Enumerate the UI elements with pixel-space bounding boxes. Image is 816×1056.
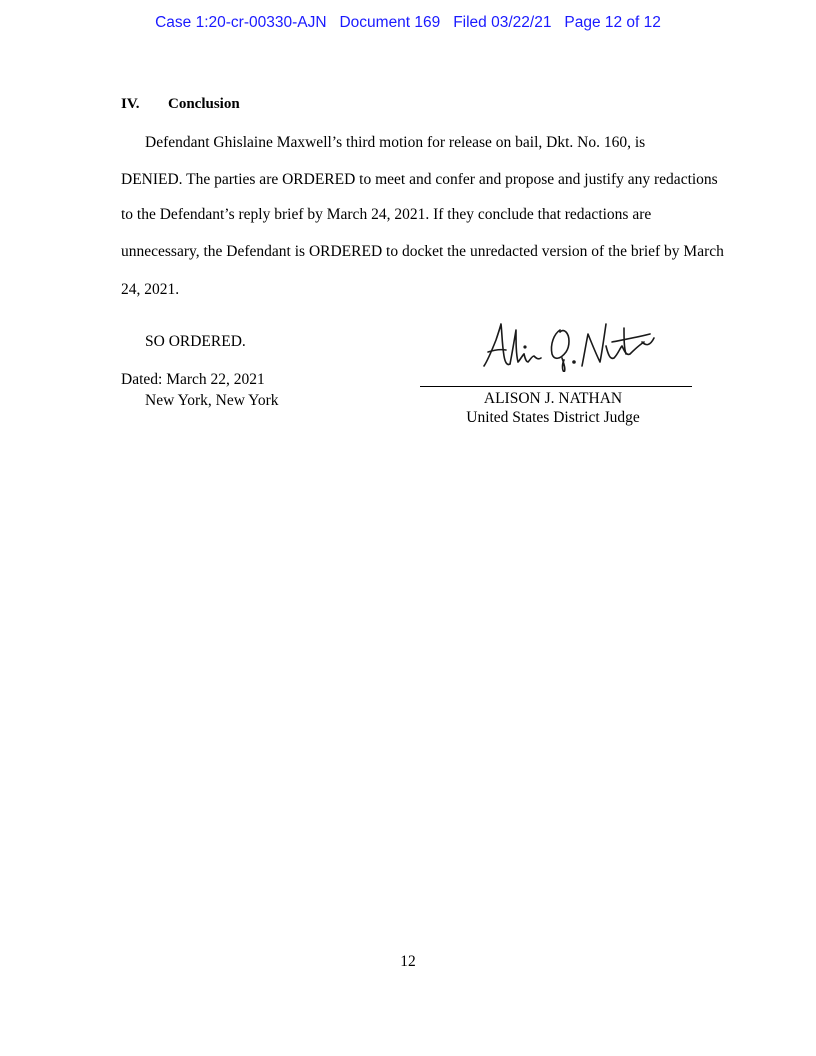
judge-name: ALISON J. NATHAN bbox=[483, 390, 623, 407]
dated-block bbox=[121, 369, 279, 411]
section-heading bbox=[121, 96, 240, 113]
section-number: IV. bbox=[121, 96, 140, 112]
document-number: Document 169 bbox=[339, 14, 441, 31]
body-line: unnecessary, the Defendant is ORDERED to docket the unredacted version of the brief by March bbox=[121, 243, 724, 260]
body-line: to the Defendant’s reply brief by March 24, 2021. If they conclude that redactions are bbox=[121, 206, 652, 223]
judge-block bbox=[420, 389, 686, 427]
signature-line bbox=[420, 386, 692, 387]
judge-title: United States District Judge bbox=[466, 409, 640, 426]
filed-date: Filed 03/22/21 bbox=[453, 14, 552, 31]
section-title: Conclusion bbox=[168, 96, 240, 112]
so-ordered: SO ORDERED. bbox=[145, 333, 246, 350]
body-line: DENIED. The parties are ORDERED to meet and confer and propose and justify any redactions bbox=[121, 171, 718, 188]
ecf-header bbox=[0, 14, 816, 32]
dated-place: New York, New York bbox=[145, 392, 279, 409]
handwritten-signature bbox=[478, 320, 658, 372]
page-of: Page 12 of 12 bbox=[564, 14, 661, 31]
dated-line: Dated: March 22, 2021 bbox=[121, 371, 265, 388]
page-number: 12 bbox=[400, 953, 416, 970]
body-line: Defendant Ghislaine Maxwell’s third motion for release on bail, Dkt. No. 160, is bbox=[145, 134, 646, 151]
body-line: 24, 2021. bbox=[121, 281, 180, 298]
case-number: Case 1:20-cr-00330-AJN bbox=[155, 14, 327, 31]
